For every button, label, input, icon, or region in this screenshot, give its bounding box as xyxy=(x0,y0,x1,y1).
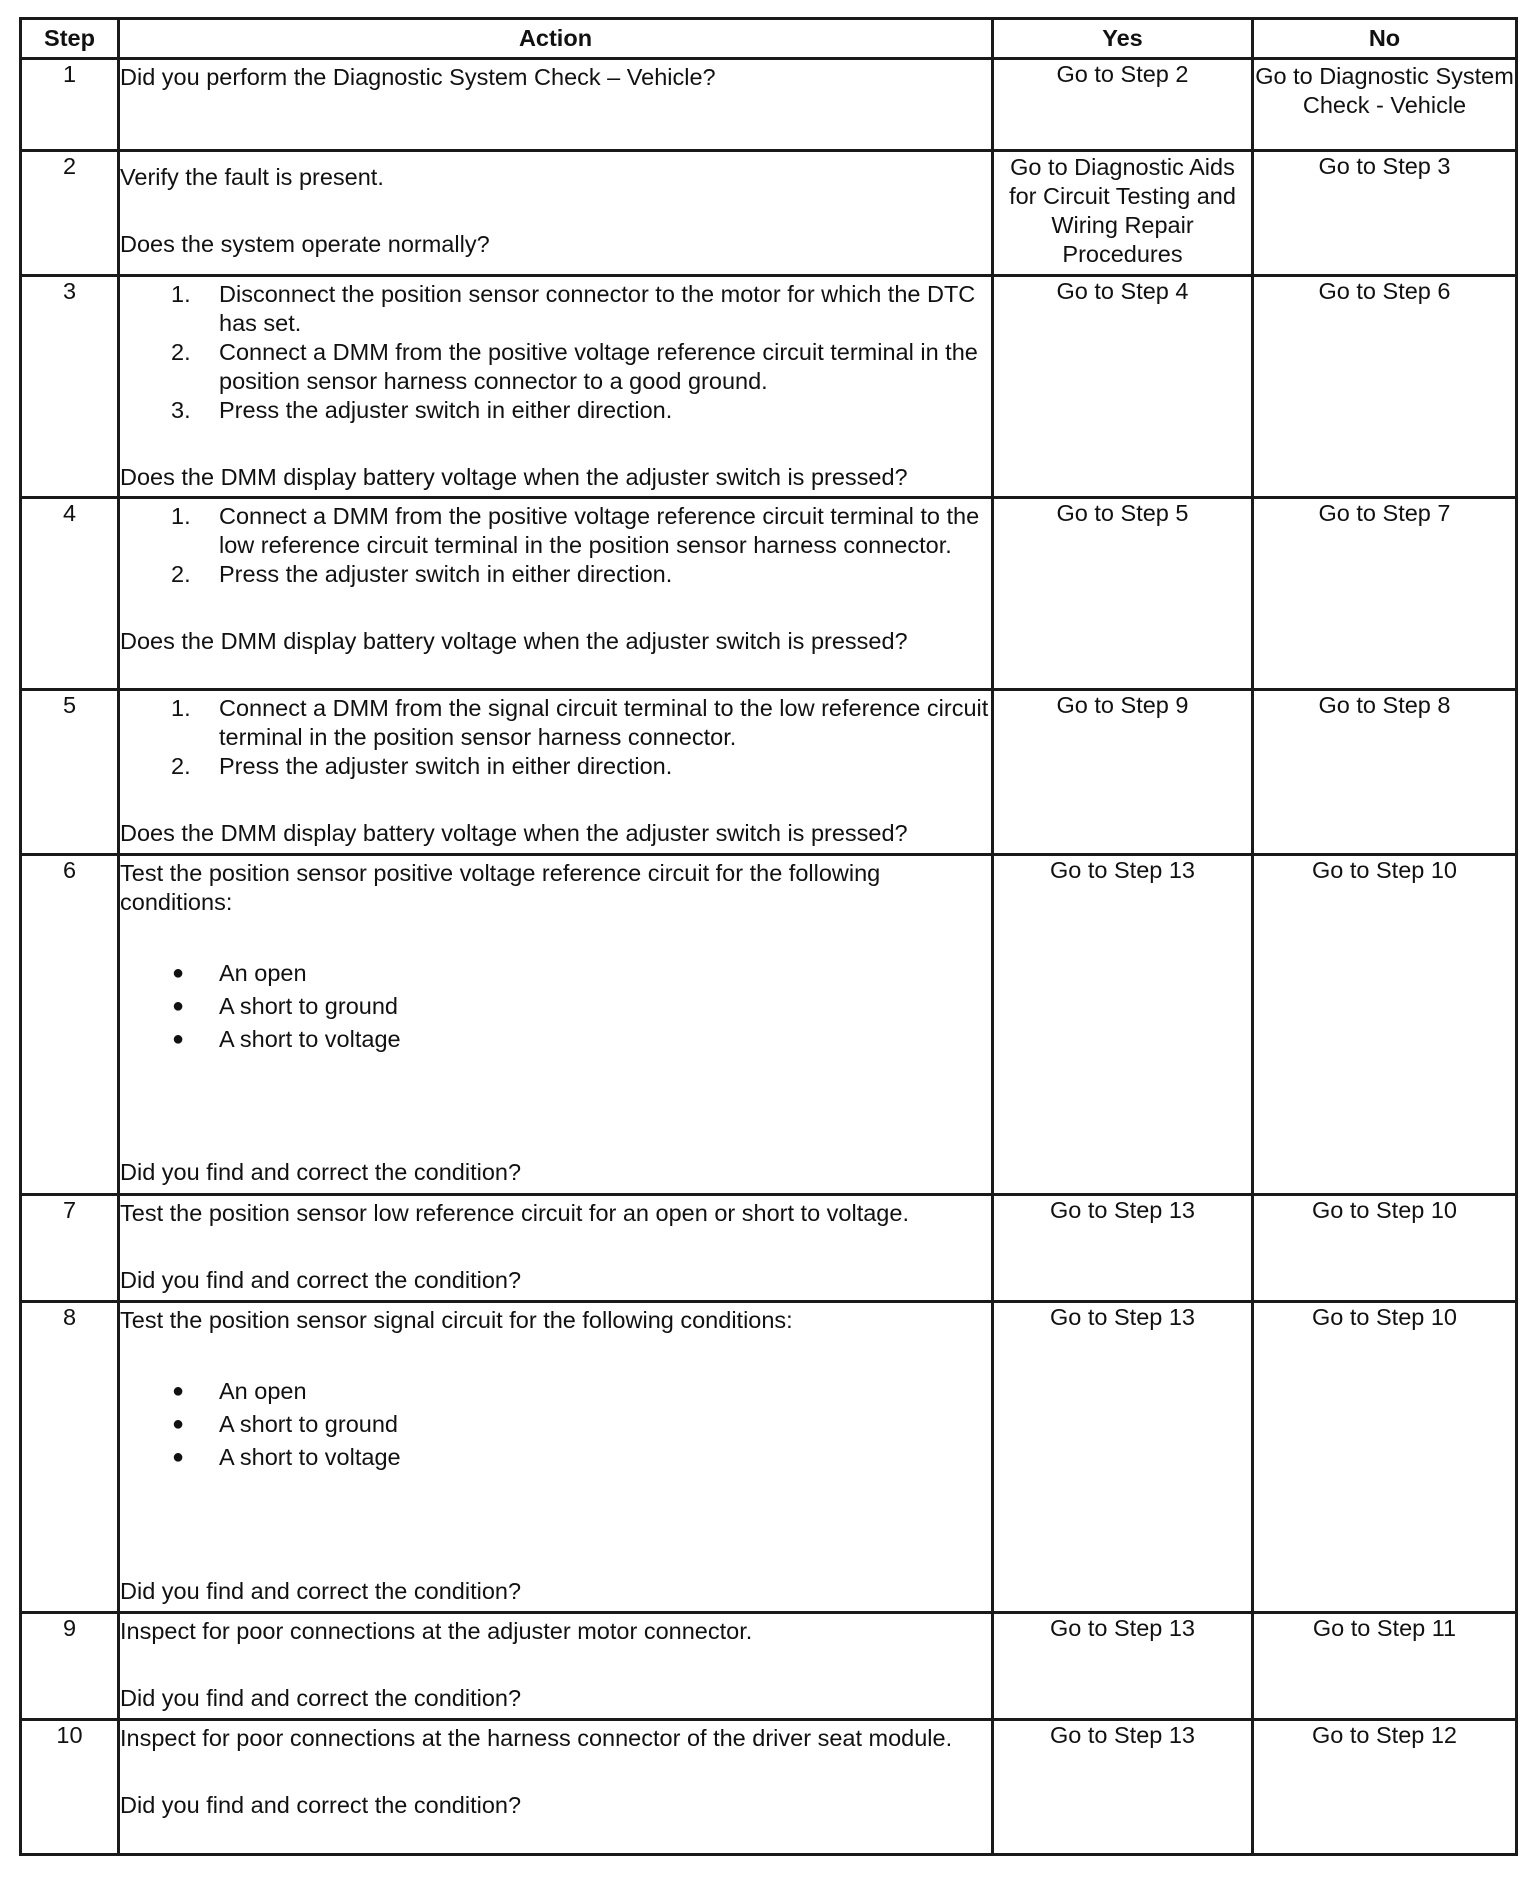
list-item xyxy=(120,694,991,752)
action-text: Test the position sensor positive voltage reference circuit for the following conditions: xyxy=(120,860,881,915)
action-text: Inspect for poor connections at the harness connector of the driver seat module. xyxy=(120,1725,953,1751)
list-text: Connect a DMM from the positive voltage reference circuit terminal to the low reference circuit terminal in the position sensor harness connector. xyxy=(219,503,980,558)
action-question: Did you find and correct the condition? xyxy=(120,1792,522,1818)
action-cell xyxy=(119,1195,993,1302)
list-item xyxy=(120,396,991,425)
list-item xyxy=(120,1375,991,1408)
list-text: Connect a DMM from the signal circuit terminal to the low reference circuit terminal in the position sensor harness connector. xyxy=(219,695,989,750)
step-number: 8 xyxy=(21,1302,119,1613)
yes-outcome: Go to Step 2 xyxy=(993,59,1253,151)
step-number: 2 xyxy=(21,151,119,276)
list-item xyxy=(120,502,991,560)
action-question: Does the DMM display battery voltage when the adjuster switch is pressed? xyxy=(120,820,908,846)
header-yes: Yes xyxy=(993,19,1253,59)
list-item xyxy=(120,560,991,589)
list-item xyxy=(120,1408,991,1441)
no-outcome: Go to Step 10 xyxy=(1253,1195,1517,1302)
no-outcome: Go to Step 8 xyxy=(1253,690,1517,855)
list-text: A short to voltage xyxy=(219,1026,401,1052)
list-text: A short to ground xyxy=(219,1411,398,1437)
list-text: A short to voltage xyxy=(219,1444,401,1470)
numbered-list xyxy=(120,502,991,589)
list-text: An open xyxy=(219,960,307,986)
list-number: 2. xyxy=(171,339,191,365)
bullet-icon: ● xyxy=(172,1028,185,1050)
action-text: Test the position sensor signal circuit for the following conditions: xyxy=(120,1307,793,1333)
list-number: 1. xyxy=(171,503,191,529)
step-number: 4 xyxy=(21,498,119,690)
no-outcome: Go to Step 12 xyxy=(1253,1720,1517,1855)
step-number: 5 xyxy=(21,690,119,855)
yes-outcome: Go to Step 9 xyxy=(993,690,1253,855)
list-number: 2. xyxy=(171,753,191,779)
header-action: Action xyxy=(119,19,993,59)
header-step: Step xyxy=(21,19,119,59)
action-cell xyxy=(119,1613,993,1720)
action-question: Did you find and correct the condition? xyxy=(120,1159,522,1185)
table-row xyxy=(21,59,1517,151)
table-row xyxy=(21,276,1517,498)
table-row xyxy=(21,1720,1517,1855)
list-item xyxy=(120,280,991,338)
bullet-icon: ● xyxy=(172,1446,185,1468)
action-cell xyxy=(119,276,993,498)
step-number: 3 xyxy=(21,276,119,498)
action-text: Test the position sensor low reference circuit for an open or short to voltage. xyxy=(120,1200,909,1226)
action-question: Does the DMM display battery voltage when the adjuster switch is pressed? xyxy=(120,628,908,654)
action-cell xyxy=(119,855,993,1195)
action-cell xyxy=(119,59,993,151)
no-outcome: Go to Step 11 xyxy=(1253,1613,1517,1720)
bullet-list xyxy=(120,957,991,1056)
action-question: Did you find and correct the condition? xyxy=(120,1685,522,1711)
action-cell xyxy=(119,1720,993,1855)
list-text: An open xyxy=(219,1378,307,1404)
table-header-row xyxy=(21,19,1517,59)
action-question: Did you find and correct the condition? xyxy=(120,1267,522,1293)
yes-outcome: Go to Step 13 xyxy=(993,1302,1253,1613)
no-outcome: Go to Step 6 xyxy=(1253,276,1517,498)
yes-outcome: Go to Diagnostic Aids for Circuit Testing and Wiring Repair Procedures xyxy=(993,151,1253,276)
action-question: Does the DMM display battery voltage when the adjuster switch is pressed? xyxy=(120,464,908,490)
table-row xyxy=(21,498,1517,690)
yes-outcome: Go to Step 13 xyxy=(993,1195,1253,1302)
step-number: 6 xyxy=(21,855,119,1195)
no-outcome: Go to Step 10 xyxy=(1253,1302,1517,1613)
list-item xyxy=(120,338,991,396)
table-row xyxy=(21,1302,1517,1613)
list-number: 2. xyxy=(171,561,191,587)
yes-outcome: Go to Step 5 xyxy=(993,498,1253,690)
action-text: Verify the fault is present. xyxy=(120,164,384,190)
no-outcome: Go to Diagnostic System Check - Vehicle xyxy=(1253,59,1517,151)
yes-outcome: Go to Step 13 xyxy=(993,1613,1253,1720)
numbered-list xyxy=(120,280,991,425)
list-item xyxy=(120,957,991,990)
bullet-list xyxy=(120,1375,991,1474)
table-row xyxy=(21,855,1517,1195)
action-cell xyxy=(119,498,993,690)
action-question: Did you find and correct the condition? xyxy=(120,1578,522,1604)
yes-outcome: Go to Step 4 xyxy=(993,276,1253,498)
bullet-icon: ● xyxy=(172,962,185,984)
action-cell xyxy=(119,1302,993,1613)
yes-outcome: Go to Step 13 xyxy=(993,855,1253,1195)
action-cell xyxy=(119,690,993,855)
bullet-icon: ● xyxy=(172,1413,185,1435)
list-text: Press the adjuster switch in either direction. xyxy=(219,397,673,423)
no-outcome: Go to Step 7 xyxy=(1253,498,1517,690)
step-number: 9 xyxy=(21,1613,119,1720)
list-item xyxy=(120,1441,991,1474)
list-item xyxy=(120,1023,991,1056)
diagnostic-table xyxy=(19,17,1518,1856)
yes-outcome: Go to Step 13 xyxy=(993,1720,1253,1855)
list-number: 1. xyxy=(171,695,191,721)
list-text: Press the adjuster switch in either direction. xyxy=(219,753,673,779)
action-text: Did you perform the Diagnostic System Check – Vehicle? xyxy=(120,64,716,90)
no-outcome: Go to Step 3 xyxy=(1253,151,1517,276)
bullet-icon: ● xyxy=(172,995,185,1017)
list-item xyxy=(120,990,991,1023)
header-no: No xyxy=(1253,19,1517,59)
table-row xyxy=(21,1195,1517,1302)
action-question: Does the system operate normally? xyxy=(120,231,490,257)
list-item xyxy=(120,752,991,781)
step-number: 7 xyxy=(21,1195,119,1302)
list-text: Connect a DMM from the positive voltage reference circuit terminal in the position sensor harness connector to a good ground. xyxy=(219,339,978,394)
list-number: 3. xyxy=(171,397,191,423)
bullet-icon: ● xyxy=(172,1380,185,1402)
list-number: 1. xyxy=(171,281,191,307)
list-text: Disconnect the position sensor connector to the motor for which the DTC has set. xyxy=(219,281,976,336)
no-outcome: Go to Step 10 xyxy=(1253,855,1517,1195)
action-text: Inspect for poor connections at the adjuster motor connector. xyxy=(120,1618,753,1644)
table-row xyxy=(21,1613,1517,1720)
list-text: A short to ground xyxy=(219,993,398,1019)
step-number: 1 xyxy=(21,59,119,151)
table-row xyxy=(21,151,1517,276)
step-number: 10 xyxy=(21,1720,119,1855)
table-row xyxy=(21,690,1517,855)
action-cell xyxy=(119,151,993,276)
list-text: Press the adjuster switch in either direction. xyxy=(219,561,673,587)
numbered-list xyxy=(120,694,991,781)
